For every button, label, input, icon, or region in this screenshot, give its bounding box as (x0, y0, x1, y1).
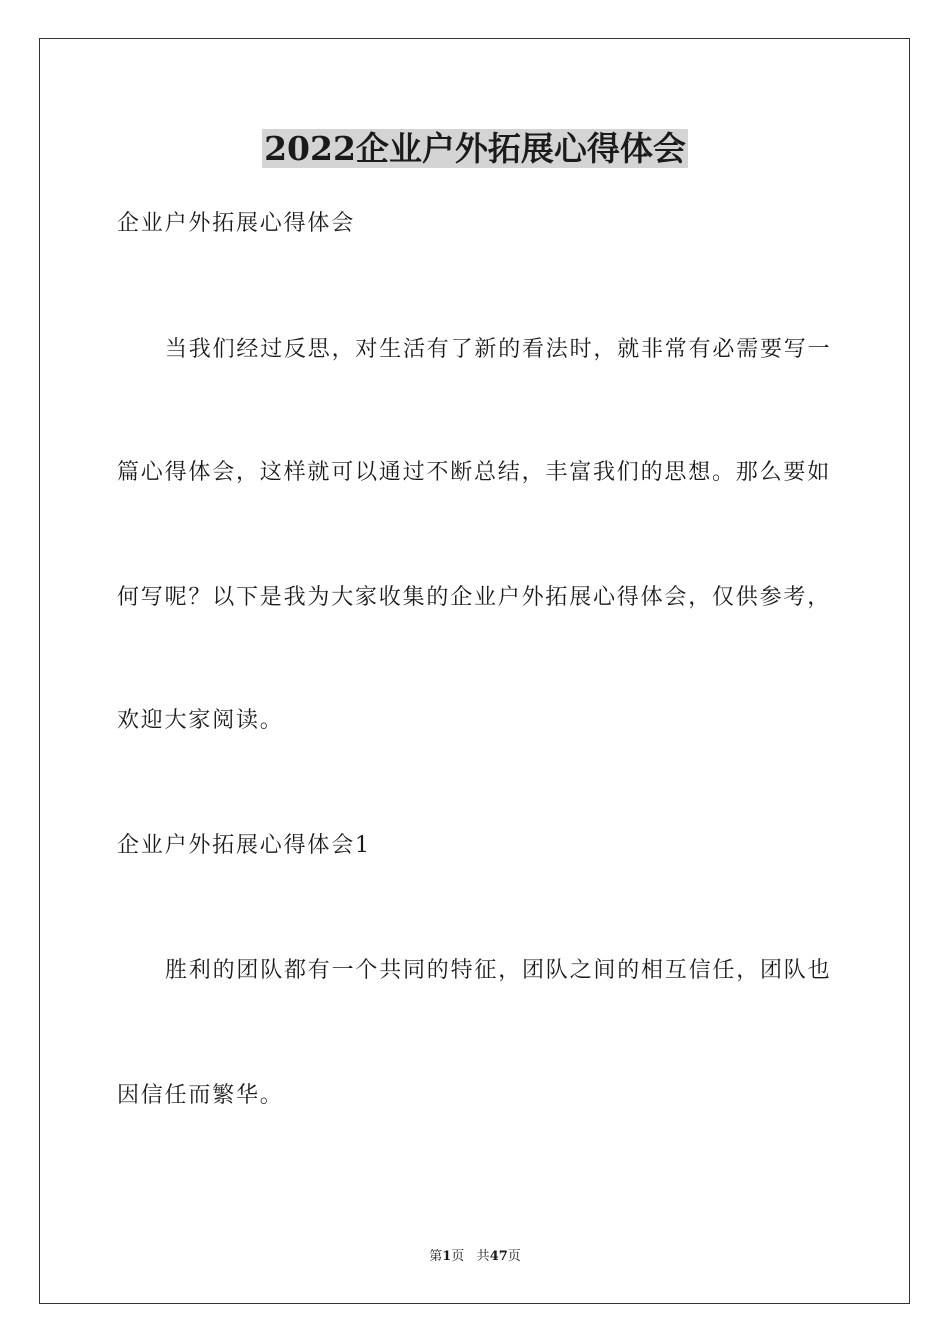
footer-page-prefix: 第 (429, 1249, 443, 1264)
footer-page-suffix: 页 (451, 1249, 465, 1264)
intro-line-1: 当我们经过反思，对生活有了新的看法时，就非常有必需要写一 (165, 337, 832, 362)
footer-total-prefix: 共 (476, 1249, 490, 1264)
page-footer (0, 1248, 950, 1266)
document-title (0, 128, 950, 170)
intro-line-2: 篇心得体会，这样就可以通过不断总结，丰富我们的思想。那么要如 (117, 460, 832, 485)
section-heading: 企业户外拓展心得体会1 (117, 833, 371, 858)
footer-total-suffix: 页 (507, 1249, 521, 1264)
section-line-2: 因信任而繁华。 (117, 1083, 284, 1108)
footer-page-number: 1 (442, 1249, 452, 1264)
intro-line-4: 欢迎大家阅读。 (117, 708, 284, 733)
document-subtitle: 企业户外拓展心得体会 (117, 211, 356, 236)
document-title-text: 2022企业户外拓展心得体会 (264, 129, 686, 168)
section-line-1: 胜利的团队都有一个共同的特征，团队之间的相互信任，团队也 (165, 958, 832, 983)
intro-line-3: 何写呢？以下是我为大家收集的企业户外拓展心得体会，仅供参考， (117, 585, 832, 610)
footer-total-pages: 47 (489, 1249, 508, 1264)
